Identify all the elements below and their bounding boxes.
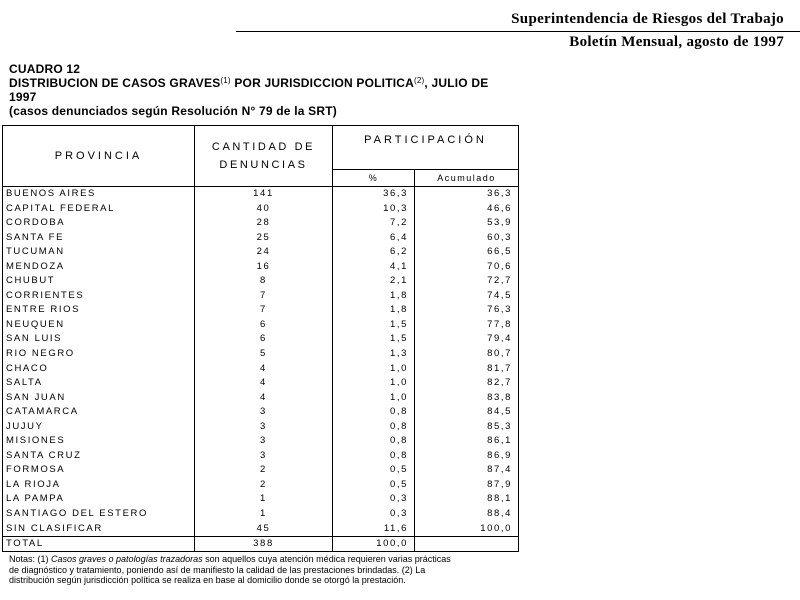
header-pct: % (333, 170, 415, 187)
table-row (3, 318, 519, 333)
cell-acumulado: 46,6 (415, 202, 519, 217)
cell-acumulado: 74,5 (415, 289, 519, 304)
cell-acumulado: 81,7 (415, 362, 519, 377)
cell-acumulado: 100,0 (415, 522, 519, 537)
header-org: Superintendencia de Riesgos del Trabajo (511, 11, 784, 27)
cell-provincia: CAPITAL FEDERAL (3, 202, 195, 217)
cell-provincia: RIO NEGRO (3, 347, 195, 362)
cell-acumulado: 83,8 (415, 391, 519, 406)
cell-provincia: SAN LUIS (3, 332, 195, 347)
cell-provincia: FORMOSA (3, 463, 195, 478)
title-line-2b: POR JURISDICCION POLITICA (230, 76, 415, 90)
cell-acumulado: 86,1 (415, 434, 519, 449)
table-row (3, 245, 519, 260)
cell-cantidad: 3 (195, 434, 333, 449)
cell-pct: 4,1 (333, 260, 415, 275)
cell-cantidad: 1 (195, 507, 333, 522)
total-cantidad: 388 (195, 537, 333, 552)
cell-pct: 2,1 (333, 274, 415, 289)
header-provincia: PROVINCIA (3, 126, 195, 187)
cell-pct: 6,4 (333, 231, 415, 246)
cell-acumulado: 82,7 (415, 376, 519, 391)
footnotes (9, 554, 459, 586)
cell-provincia: SANTIAGO DEL ESTERO (3, 507, 195, 522)
cell-provincia: NEUQUEN (3, 318, 195, 333)
cell-cantidad: 4 (195, 391, 333, 406)
cell-provincia: ENTRE RIOS (3, 303, 195, 318)
cell-cantidad: 2 (195, 463, 333, 478)
cell-provincia: CATAMARCA (3, 405, 195, 420)
cell-pct: 0,3 (333, 492, 415, 507)
total-acumulado (415, 537, 519, 552)
cell-pct: 7,2 (333, 216, 415, 231)
table-row (3, 274, 519, 289)
table-row (3, 391, 519, 406)
cell-pct: 1,8 (333, 303, 415, 318)
cell-pct: 1,0 (333, 362, 415, 377)
cell-cantidad: 24 (195, 245, 333, 260)
table-row (3, 376, 519, 391)
cell-provincia: SAN JUAN (3, 391, 195, 406)
notes-prefix: Notas: (1) (9, 554, 52, 564)
cell-provincia: MISIONES (3, 434, 195, 449)
cell-acumulado: 79,4 (415, 332, 519, 347)
cell-provincia: LA RIOJA (3, 478, 195, 493)
cell-provincia: CORDOBA (3, 216, 195, 231)
cell-acumulado: 86,9 (415, 449, 519, 464)
cell-acumulado: 66,5 (415, 245, 519, 260)
cell-pct: 1,8 (333, 289, 415, 304)
cell-provincia: SANTA CRUZ (3, 449, 195, 464)
cell-provincia: TUCUMAN (3, 245, 195, 260)
cell-acumulado: 60,3 (415, 231, 519, 246)
cell-cantidad: 5 (195, 347, 333, 362)
cell-cantidad: 4 (195, 362, 333, 377)
notes-body: son aquellos cuya atención médica requieren varias prácticas de diagnóstico y tratamiento, poniendo así de manifiesto la calidad de las prestaciones brindadas. (2) La distribución según jurisdicción política se realiza en base al domicilio donde se otorgó la prestación. (9, 554, 451, 585)
table-row (3, 478, 519, 493)
cell-acumulado: 76,3 (415, 303, 519, 318)
notes-italic: Casos graves o patologías trazadoras (51, 554, 203, 564)
cell-acumulado: 87,9 (415, 478, 519, 493)
cell-provincia: MENDOZA (3, 260, 195, 275)
table-row (3, 289, 519, 304)
title-line-2 (9, 76, 488, 90)
header-acumulado: Acumulado (415, 170, 519, 187)
table-row (3, 362, 519, 377)
cell-acumulado: 88,4 (415, 507, 519, 522)
cell-cantidad: 141 (195, 187, 333, 202)
cell-pct: 1,0 (333, 376, 415, 391)
cell-acumulado: 70,6 (415, 260, 519, 275)
cell-cantidad: 6 (195, 318, 333, 333)
cell-pct: 1,0 (333, 391, 415, 406)
cell-acumulado: 80,7 (415, 347, 519, 362)
cell-pct: 0,5 (333, 463, 415, 478)
cell-pct: 6,2 (333, 245, 415, 260)
cell-acumulado: 77,8 (415, 318, 519, 333)
cell-provincia: BUENOS AIRES (3, 187, 195, 202)
table-row (3, 449, 519, 464)
cell-provincia: SALTA (3, 376, 195, 391)
table-row (3, 463, 519, 478)
table-row (3, 434, 519, 449)
cell-acumulado: 87,4 (415, 463, 519, 478)
cell-cantidad: 6 (195, 332, 333, 347)
cell-pct: 1,5 (333, 318, 415, 333)
cell-cantidad: 8 (195, 274, 333, 289)
cell-acumulado: 36,3 (415, 187, 519, 202)
table-row (3, 522, 519, 537)
cell-pct: 36,3 (333, 187, 415, 202)
cell-cantidad: 7 (195, 289, 333, 304)
cell-cantidad: 16 (195, 260, 333, 275)
cell-cantidad: 1 (195, 492, 333, 507)
cell-cantidad: 28 (195, 216, 333, 231)
table-title (9, 62, 488, 118)
title-line-2c: , JULIO DE (424, 76, 489, 90)
header-cantidad-line2: DENUNCIAS (219, 159, 308, 171)
table-row (3, 187, 519, 202)
cell-acumulado: 53,9 (415, 216, 519, 231)
title-line-2a: DISTRIBUCION DE CASOS GRAVES (9, 76, 221, 90)
cell-provincia: SIN CLASIFICAR (3, 522, 195, 537)
footnote-ref-2: (2) (414, 76, 425, 85)
title-line-4: (casos denunciados según Resolución N° 79 de la SRT) (9, 104, 337, 118)
header-cantidad-line1: CANTIDAD DE (211, 141, 316, 153)
cell-cantidad: 40 (195, 202, 333, 217)
table-row (3, 303, 519, 318)
cell-pct: 11,6 (333, 522, 415, 537)
footnote-ref-1: (1) (220, 76, 231, 85)
cell-cantidad: 3 (195, 420, 333, 435)
header-participacion: PARTICIPACIÓN (333, 126, 519, 170)
table-row (3, 420, 519, 435)
cell-provincia: SANTA FE (3, 231, 195, 246)
total-pct: 100,0 (333, 537, 415, 552)
cell-acumulado: 72,7 (415, 274, 519, 289)
cell-provincia: LA PAMPA (3, 492, 195, 507)
cell-acumulado: 85,3 (415, 420, 519, 435)
cell-pct: 0,8 (333, 405, 415, 420)
table-row (3, 507, 519, 522)
table-row (3, 492, 519, 507)
cell-pct: 0,8 (333, 449, 415, 464)
cell-pct: 0,8 (333, 420, 415, 435)
cell-cantidad: 45 (195, 522, 333, 537)
table-row (3, 216, 519, 231)
cell-cantidad: 4 (195, 376, 333, 391)
header-bulletin: Boletín Mensual, agosto de 1997 (569, 34, 784, 50)
cell-cantidad: 25 (195, 231, 333, 246)
table-row (3, 260, 519, 275)
cell-pct: 1,5 (333, 332, 415, 347)
cell-cantidad: 2 (195, 478, 333, 493)
cell-provincia: CHACO (3, 362, 195, 377)
total-label: TOTAL (3, 537, 195, 552)
table-row (3, 347, 519, 362)
cell-provincia: JUJUY (3, 420, 195, 435)
header-cantidad (195, 126, 333, 187)
cell-cantidad: 3 (195, 405, 333, 420)
table-row (3, 405, 519, 420)
cell-provincia: CHUBUT (3, 274, 195, 289)
title-line-3: 1997 (9, 90, 37, 104)
title-line-1: CUADRO 12 (9, 62, 81, 76)
table-row (3, 231, 519, 246)
cell-pct: 0,3 (333, 507, 415, 522)
cell-pct: 10,3 (333, 202, 415, 217)
data-table (2, 125, 519, 552)
total-row (3, 537, 519, 552)
cell-acumulado: 84,5 (415, 405, 519, 420)
table-row (3, 332, 519, 347)
cell-provincia: CORRIENTES (3, 289, 195, 304)
table-row (3, 202, 519, 217)
cell-pct: 1,3 (333, 347, 415, 362)
cell-cantidad: 7 (195, 303, 333, 318)
cell-pct: 0,8 (333, 434, 415, 449)
header-rule (236, 31, 800, 32)
cell-acumulado: 88,1 (415, 492, 519, 507)
cell-pct: 0,5 (333, 478, 415, 493)
cell-cantidad: 3 (195, 449, 333, 464)
